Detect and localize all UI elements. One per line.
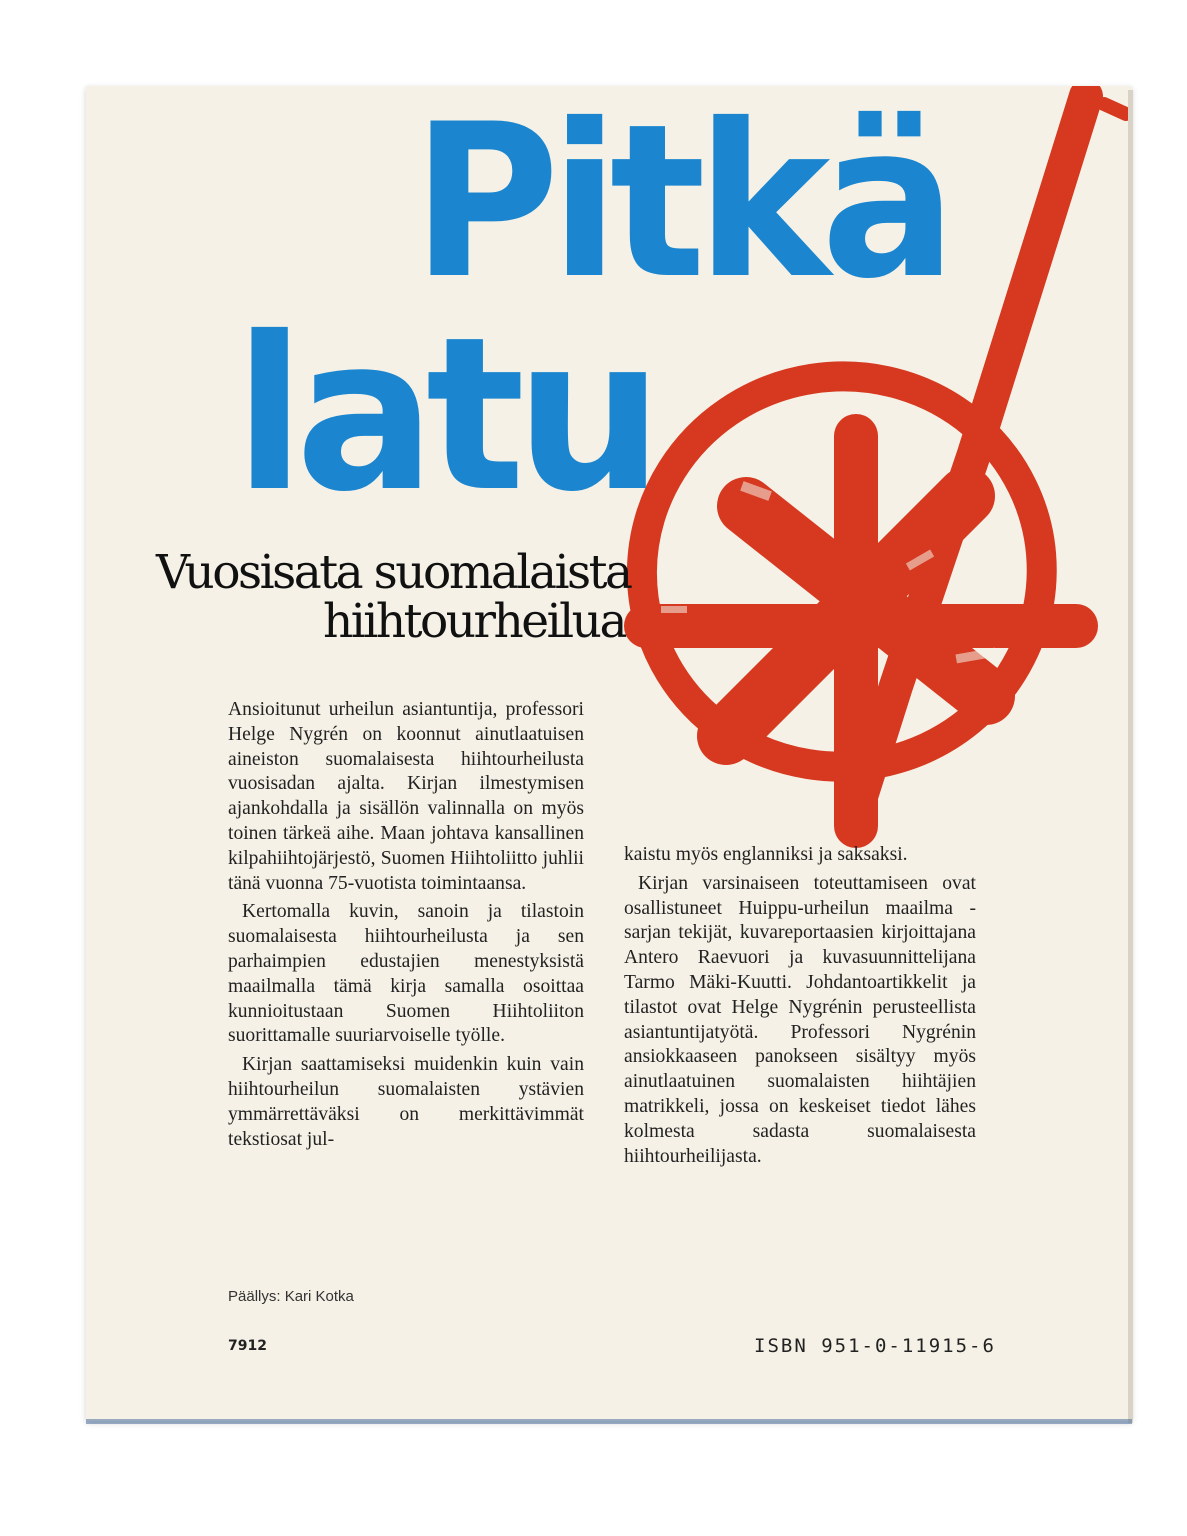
blurb-right-column — [624, 843, 976, 1169]
blurb-paragraph: Kertomalla kuvin, sanoin ja tilastoin suomalaisesta hiihtourheilusta ja sen parhaimpien edustajien menestyksistä maailmalla tämä kirja samalla osoittaa kunnioitustaan Suomen Hiihtoliiton suorittamalle suuriarvoiselle työlle. — [228, 901, 584, 1047]
blurb-paragraph: Kirjan saattamiseksi muidenkin kuin vain hiihtourheilun suomalaisten ystävien ymmärrettäväksi on merkittävimmät tekstiosat jul- — [228, 1054, 584, 1150]
book-title-line1: Pitkä — [412, 86, 948, 325]
book-subtitle-line2: hiihtourheilua — [323, 594, 625, 649]
book-spine-edge — [86, 1419, 1132, 1424]
book-back-cover — [86, 86, 1132, 1421]
book-subtitle-line1: Vuosisata suomalaista — [156, 545, 631, 600]
blurb-paragraph: Kirjan varsinaiseen toteuttamiseen ovat osallistuneet Huippu-urheilun maailma -sarjan tekijät, kuvareportaasien kirjoittajana Antero Raevuori ja kuvasuunnittelijana Tarmo Mäki-Kuutti. Johdantoartikkelit ja tilastot ovat Helge Nygrénin perusteellista asiantuntijatyötä. Professori Nygrénin ansiokkaaseen panokseen sisältyy myös ainutlaatuinen suomalaisten hiihtäjien matrikkeli, jossa on keskeiset tiedot lähes kolmesta sadasta suomalaisesta hiihtourheilijasta. — [624, 872, 976, 1167]
book-title-line2: latu — [234, 291, 654, 538]
book-page-edge — [1128, 90, 1133, 1423]
blurb-paragraph: Ansioitunut urheilun asiantuntija, professori Helge Nygrén on koonnut ainutlaatuisen aineiston suomalaisesta hiihtourheilusta vuosisadan ajalta. Kirjan ilmestymisen ajankohdalla ja sisällön valinnalla on myös toinen tärkeä aihe. Maan johtava kansallinen kilpahiihtojärjestö, Suomen Hiihtoliitto juhlii tänä vuonna 75-vuotista toimintaansa. — [228, 699, 584, 894]
blurb-paragraph: kaistu myös englanniksi ja saksaksi. — [624, 844, 908, 865]
cover-design-credit: Päällys: Kari Kotka — [228, 1288, 354, 1305]
isbn-number: ISBN 951-0-11915-6 — [754, 1335, 996, 1357]
wear-texture — [787, 717, 819, 743]
product-code: 7912 — [228, 1338, 267, 1354]
blurb-left-column — [228, 698, 584, 1152]
scrape-mark — [1104, 104, 1126, 114]
wear-texture — [661, 606, 687, 613]
